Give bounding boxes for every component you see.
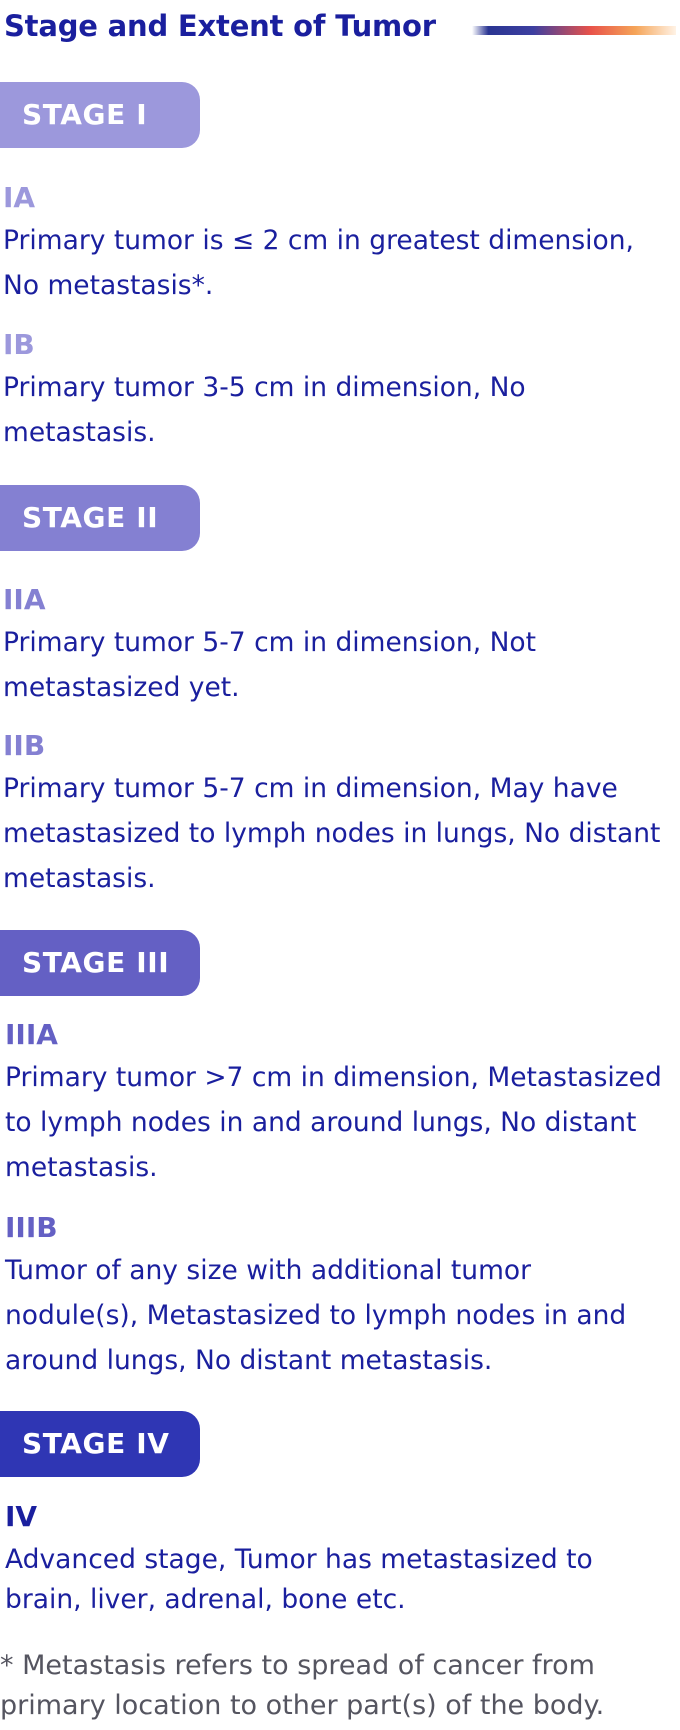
page-title: Stage and Extent of Tumor xyxy=(4,9,436,43)
substage-ia-label: IA xyxy=(3,181,36,214)
page-header xyxy=(4,6,676,46)
substage-iia-label: IIA xyxy=(3,583,46,616)
stage-ii-pill: STAGE II xyxy=(0,485,200,551)
substage-iia-description: Primary tumor 5-7 cm in dimension, Not metastasized yet. xyxy=(3,627,537,703)
stage-iv-pill: STAGE IV xyxy=(0,1411,200,1477)
substage-iiib-label: IIIB xyxy=(5,1211,58,1244)
substage-iib-description: Primary tumor 5-7 cm in dimension, May have metastasized to lymph nodes in lungs, No distant metastasis. xyxy=(3,773,661,894)
substage-iiia-label: IIIA xyxy=(5,1018,58,1051)
substage-iib-label: IIB xyxy=(3,729,46,762)
stage-i-pill: STAGE I xyxy=(0,82,200,148)
substage-iv-label: IV xyxy=(5,1500,38,1533)
footnote: * Metastasis refers to spread of cancer from primary location to other part(s) of the body. xyxy=(0,1650,605,1721)
title-gradient-bar xyxy=(472,26,676,35)
substage-ia-description: Primary tumor is ≤ 2 cm in greatest dimension, No metastasis*. xyxy=(3,225,634,301)
stage-iii-pill: STAGE III xyxy=(0,930,200,996)
substage-ib-label: IB xyxy=(3,328,35,361)
substage-ib-description: Primary tumor 3-5 cm in dimension, No metastasis. xyxy=(3,372,526,448)
substage-iiia-description: Primary tumor >7 cm in dimension, Metastasized to lymph nodes in and around lungs, No distant metastasis. xyxy=(5,1062,662,1183)
substage-iv-description: Advanced stage, Tumor has metastasized to brain, liver, adrenal, bone etc. xyxy=(5,1544,593,1615)
substage-iiib-description: Tumor of any size with additional tumor nodule(s), Metastasized to lymph nodes in and around lungs, No distant metastasis. xyxy=(5,1255,627,1376)
